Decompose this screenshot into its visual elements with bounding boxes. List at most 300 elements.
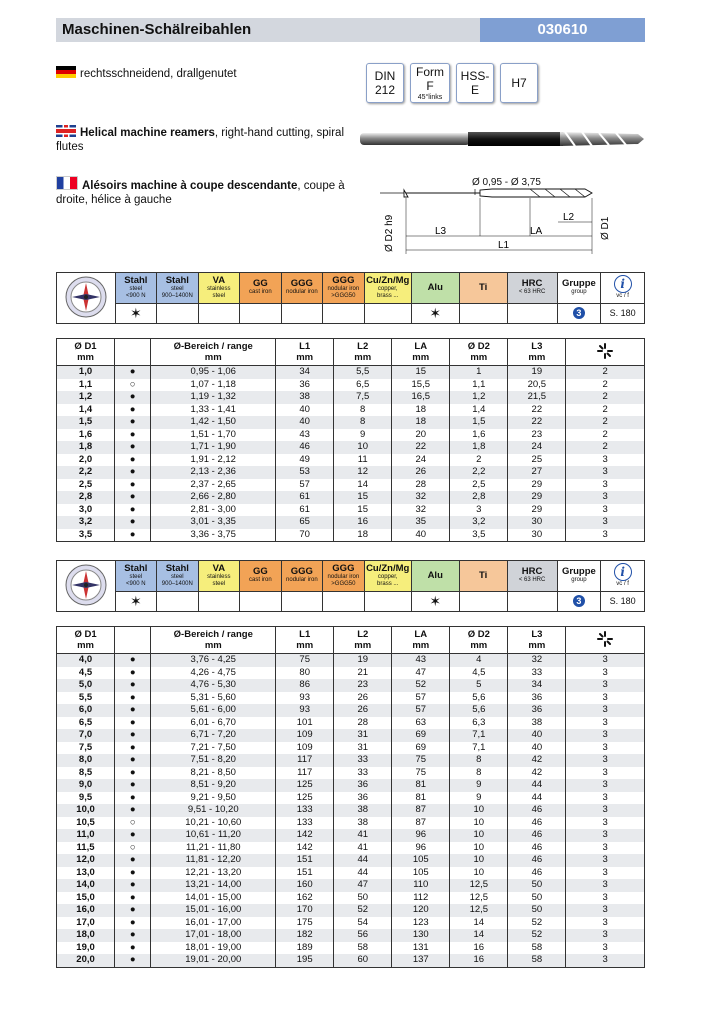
material-header-row bbox=[57, 273, 645, 304]
table-cell: 19,01 - 20,00 bbox=[151, 954, 276, 967]
table-cell: 38 bbox=[334, 804, 392, 817]
table-cell: 151 bbox=[276, 854, 334, 867]
table-cell: 5,6 bbox=[450, 704, 508, 717]
table-cell: 3 bbox=[566, 842, 645, 855]
table-cell: 3 bbox=[566, 779, 645, 792]
table-cell: 137 bbox=[392, 954, 450, 967]
table-cell: 36 bbox=[334, 779, 392, 792]
table-cell: 61 bbox=[276, 504, 334, 517]
table-cell: 2 bbox=[566, 391, 645, 404]
table-cell: 46 bbox=[508, 829, 566, 842]
availability-mark: ● bbox=[115, 441, 151, 454]
material-mark-row bbox=[57, 303, 645, 323]
availability-mark: ● bbox=[115, 829, 151, 842]
material-mark-0: ✶ bbox=[115, 591, 157, 611]
table-cell: 52 bbox=[392, 679, 450, 692]
table-cell: 8,0 bbox=[57, 754, 115, 767]
material-mark-9 bbox=[507, 303, 557, 323]
table-cell: 13,21 - 14,00 bbox=[151, 879, 276, 892]
table-cell: 18,0 bbox=[57, 929, 115, 942]
material-header-row bbox=[57, 561, 645, 592]
page-title: Maschinen-Schälreibahlen bbox=[62, 21, 252, 38]
availability-mark: ● bbox=[115, 729, 151, 742]
column-header-2: Ø-Bereich / range mm bbox=[151, 339, 276, 366]
table-cell: 13,0 bbox=[57, 867, 115, 880]
table-row bbox=[57, 491, 645, 504]
table-cell: 50 bbox=[508, 879, 566, 892]
table-cell: 32 bbox=[392, 491, 450, 504]
table-cell: 142 bbox=[276, 842, 334, 855]
availability-mark: ● bbox=[115, 667, 151, 680]
table-cell: 33 bbox=[508, 667, 566, 680]
availability-mark: ● bbox=[115, 504, 151, 517]
table-cell: 19 bbox=[508, 366, 566, 379]
table-row bbox=[57, 854, 645, 867]
table-cell: 3 bbox=[566, 491, 645, 504]
group-badge: 3 bbox=[573, 307, 585, 319]
table-cell: 25 bbox=[508, 454, 566, 467]
table-cell: 69 bbox=[392, 742, 450, 755]
table-cell: 42 bbox=[508, 767, 566, 780]
table-cell: 7,5 bbox=[334, 391, 392, 404]
table-cell: 14,0 bbox=[57, 879, 115, 892]
table-cell: 23 bbox=[508, 429, 566, 442]
table-row bbox=[57, 904, 645, 917]
table-cell: 133 bbox=[276, 804, 334, 817]
table-cell: 3 bbox=[566, 942, 645, 955]
availability-mark: ● bbox=[115, 742, 151, 755]
material-column-0: Stahl steel <900 N bbox=[115, 273, 157, 304]
table-row bbox=[57, 504, 645, 517]
table-cell: 50 bbox=[334, 892, 392, 905]
table-cell: 1,2 bbox=[450, 391, 508, 404]
table-row bbox=[57, 466, 645, 479]
table-cell: 10 bbox=[450, 817, 508, 830]
table-cell: 12,0 bbox=[57, 854, 115, 867]
table-cell: 120 bbox=[392, 904, 450, 917]
column-header-6: Ø D2 mm bbox=[450, 627, 508, 654]
table-cell: 3 bbox=[566, 817, 645, 830]
table-cell: 2,13 - 2,36 bbox=[151, 466, 276, 479]
table-cell: 2 bbox=[566, 441, 645, 454]
table-cell: 8 bbox=[334, 404, 392, 417]
table-cell: 58 bbox=[508, 954, 566, 967]
table-cell: 9,0 bbox=[57, 779, 115, 792]
table-cell: 29 bbox=[508, 479, 566, 492]
table-cell: 30 bbox=[508, 529, 566, 542]
availability-mark: ● bbox=[115, 929, 151, 942]
table-cell: 4 bbox=[450, 654, 508, 667]
material-column-7: Alu bbox=[411, 273, 459, 304]
table-cell: 40 bbox=[508, 729, 566, 742]
table-cell: 47 bbox=[392, 667, 450, 680]
table-cell: 11,21 - 11,80 bbox=[151, 842, 276, 855]
table-cell: 117 bbox=[276, 767, 334, 780]
column-header-6: Ø D2 mm bbox=[450, 339, 508, 366]
table-row bbox=[57, 804, 645, 817]
description-en: Helical machine reamers, right-hand cutting, spiral flutes bbox=[56, 127, 345, 153]
svg-text:LA: LA bbox=[530, 226, 543, 237]
table-cell: 33 bbox=[334, 754, 392, 767]
column-header-5: LA mm bbox=[392, 627, 450, 654]
table-cell: 15 bbox=[334, 491, 392, 504]
svg-text:L2: L2 bbox=[563, 212, 575, 223]
table-cell: 93 bbox=[276, 692, 334, 705]
material-mark-5 bbox=[323, 591, 365, 611]
table-cell: 20,5 bbox=[508, 379, 566, 392]
availability-mark: ● bbox=[115, 529, 151, 542]
table-row bbox=[57, 379, 645, 392]
table-cell: 24 bbox=[392, 454, 450, 467]
table-cell: 87 bbox=[392, 804, 450, 817]
table-cell: 32 bbox=[392, 504, 450, 517]
table-cell: 23 bbox=[334, 679, 392, 692]
table-cell: 21 bbox=[334, 667, 392, 680]
table-cell: 2 bbox=[566, 429, 645, 442]
material-mark-3 bbox=[240, 303, 282, 323]
badge-din: DIN 212 bbox=[366, 63, 404, 103]
table-cell: 1,1 bbox=[450, 379, 508, 392]
table-cell: 125 bbox=[276, 779, 334, 792]
table-cell: 54 bbox=[334, 917, 392, 930]
material-column-8: Ti bbox=[459, 561, 507, 592]
table-cell: 3 bbox=[566, 754, 645, 767]
table-cell: 96 bbox=[392, 829, 450, 842]
table-cell: 43 bbox=[276, 429, 334, 442]
table-cell: 2 bbox=[566, 404, 645, 417]
table-cell: 1,8 bbox=[450, 441, 508, 454]
table-cell: 1 bbox=[450, 366, 508, 379]
svg-text:Ø D2 h9: Ø D2 h9 bbox=[384, 214, 395, 252]
table-header-row bbox=[57, 627, 645, 654]
table-cell: 14 bbox=[450, 917, 508, 930]
availability-mark: ● bbox=[115, 516, 151, 529]
table-cell: 3 bbox=[566, 654, 645, 667]
table-cell: 3 bbox=[566, 516, 645, 529]
material-mark-6 bbox=[364, 591, 411, 611]
material-column-1: Stahl steel 900–1400N bbox=[157, 273, 199, 304]
table-row bbox=[57, 391, 645, 404]
table-cell: 16,5 bbox=[392, 391, 450, 404]
table-row bbox=[57, 729, 645, 742]
table-cell: 3 bbox=[566, 954, 645, 967]
table-cell: 130 bbox=[392, 929, 450, 942]
reamer-tool-image bbox=[360, 125, 645, 153]
column-header-4: L2 mm bbox=[334, 627, 392, 654]
table-cell: 81 bbox=[392, 779, 450, 792]
availability-mark: ● bbox=[115, 867, 151, 880]
material-column-2: VA stainless steel bbox=[198, 561, 240, 592]
table-row bbox=[57, 692, 645, 705]
availability-mark: ○ bbox=[115, 817, 151, 830]
table-cell: 9 bbox=[334, 429, 392, 442]
table-cell: 2 bbox=[566, 416, 645, 429]
table-cell: 52 bbox=[508, 929, 566, 942]
table-cell: 50 bbox=[508, 892, 566, 905]
info-icon[interactable]: i bbox=[614, 563, 632, 581]
table-cell: 15,01 - 16,00 bbox=[151, 904, 276, 917]
table-cell: 86 bbox=[276, 679, 334, 692]
table-cell: 2,0 bbox=[57, 454, 115, 467]
info-icon[interactable]: i bbox=[614, 275, 632, 293]
table-cell: 1,4 bbox=[57, 404, 115, 417]
table-cell: 12,21 - 13,20 bbox=[151, 867, 276, 880]
table-row bbox=[57, 892, 645, 905]
table-cell: 96 bbox=[392, 842, 450, 855]
table-cell: 57 bbox=[276, 479, 334, 492]
table-cell: 109 bbox=[276, 729, 334, 742]
availability-mark: ● bbox=[115, 767, 151, 780]
table-cell: 2,2 bbox=[57, 466, 115, 479]
table-cell: 16 bbox=[334, 516, 392, 529]
table-cell: 40 bbox=[508, 742, 566, 755]
material-column-3: GG cast iron bbox=[240, 561, 282, 592]
table-cell: 12,5 bbox=[450, 879, 508, 892]
table-cell: 38 bbox=[508, 717, 566, 730]
table-row bbox=[57, 441, 645, 454]
table-cell: 9,51 - 10,20 bbox=[151, 804, 276, 817]
table-cell: 35 bbox=[392, 516, 450, 529]
availability-mark: ● bbox=[115, 804, 151, 817]
table-cell: 3,0 bbox=[57, 504, 115, 517]
german-flag-icon bbox=[56, 66, 76, 78]
table-cell: 2,5 bbox=[450, 479, 508, 492]
table-cell: 1,6 bbox=[450, 429, 508, 442]
column-header-1 bbox=[115, 339, 151, 366]
table-cell: 20,0 bbox=[57, 954, 115, 967]
table-cell: 5,6 bbox=[450, 692, 508, 705]
table-row bbox=[57, 516, 645, 529]
availability-mark: ● bbox=[115, 717, 151, 730]
table-cell: 1,4 bbox=[450, 404, 508, 417]
table-cell: 6,5 bbox=[334, 379, 392, 392]
table-cell: 170 bbox=[276, 904, 334, 917]
dimension-table-1 bbox=[56, 338, 645, 542]
table-row bbox=[57, 867, 645, 880]
column-header-3: L1 mm bbox=[276, 339, 334, 366]
table-cell: 5,5 bbox=[334, 366, 392, 379]
table-cell: 3,36 - 3,75 bbox=[151, 529, 276, 542]
table-cell: 3,76 - 4,25 bbox=[151, 654, 276, 667]
table-cell: 3 bbox=[566, 692, 645, 705]
table-cell: 3,2 bbox=[57, 516, 115, 529]
table-cell: 3 bbox=[566, 667, 645, 680]
column-header-8 bbox=[566, 339, 645, 366]
table-cell: 2 bbox=[566, 366, 645, 379]
material-mark-3 bbox=[240, 591, 282, 611]
table-cell: 47 bbox=[334, 879, 392, 892]
table-cell: 81 bbox=[392, 792, 450, 805]
table-cell: 26 bbox=[334, 704, 392, 717]
table-row bbox=[57, 754, 645, 767]
table-cell: 1,91 - 2,12 bbox=[151, 454, 276, 467]
table-cell: 8,5 bbox=[57, 767, 115, 780]
availability-mark: ● bbox=[115, 404, 151, 417]
table-cell: 42 bbox=[508, 754, 566, 767]
table-cell: 31 bbox=[334, 729, 392, 742]
table-cell: 16 bbox=[450, 954, 508, 967]
compass-logo bbox=[57, 273, 116, 324]
table-cell: 3 bbox=[566, 892, 645, 905]
table-cell: 7,21 - 7,50 bbox=[151, 742, 276, 755]
table-cell: 19,0 bbox=[57, 942, 115, 955]
table-row bbox=[57, 366, 645, 379]
badge-form: Form F 45°links bbox=[410, 63, 450, 103]
table-cell: 12,5 bbox=[450, 904, 508, 917]
table-cell: 105 bbox=[392, 854, 450, 867]
flutes-icon bbox=[596, 342, 614, 360]
french-flag-icon bbox=[56, 176, 78, 190]
table-cell: 33 bbox=[334, 767, 392, 780]
table-cell: 17,0 bbox=[57, 917, 115, 930]
compass-icon bbox=[64, 563, 108, 607]
table-cell: 160 bbox=[276, 879, 334, 892]
table-cell: 109 bbox=[276, 742, 334, 755]
table-cell: 8 bbox=[334, 416, 392, 429]
table-cell: 4,5 bbox=[450, 667, 508, 680]
availability-mark: ● bbox=[115, 792, 151, 805]
table-cell: 63 bbox=[392, 717, 450, 730]
table-row bbox=[57, 679, 645, 692]
table-cell: 4,26 - 4,75 bbox=[151, 667, 276, 680]
table-cell: 3 bbox=[566, 504, 645, 517]
table-cell: 6,5 bbox=[57, 717, 115, 730]
table-row bbox=[57, 454, 645, 467]
availability-mark: ● bbox=[115, 904, 151, 917]
material-mark-2 bbox=[198, 303, 240, 323]
table-cell: 10 bbox=[450, 804, 508, 817]
table-cell: 6,71 - 7,20 bbox=[151, 729, 276, 742]
table-cell: 22 bbox=[508, 416, 566, 429]
table-cell: 15 bbox=[392, 366, 450, 379]
table-cell: 56 bbox=[334, 929, 392, 942]
table-cell: 7,5 bbox=[57, 742, 115, 755]
table-cell: 3 bbox=[566, 917, 645, 930]
material-column-2: VA stainless steel bbox=[198, 273, 240, 304]
table-cell: 26 bbox=[392, 466, 450, 479]
material-mark-1 bbox=[157, 591, 199, 611]
table-row bbox=[57, 817, 645, 830]
table-cell: 75 bbox=[392, 767, 450, 780]
table-cell: 105 bbox=[392, 867, 450, 880]
table-cell: 11,81 - 12,20 bbox=[151, 854, 276, 867]
table-cell: 10 bbox=[450, 842, 508, 855]
compass-icon bbox=[64, 275, 108, 319]
material-column-11: i vc / f bbox=[601, 273, 645, 304]
availability-mark: ● bbox=[115, 779, 151, 792]
table-cell: 29 bbox=[508, 504, 566, 517]
table-cell: 11 bbox=[334, 454, 392, 467]
table-cell: 9,5 bbox=[57, 792, 115, 805]
material-column-0: Stahl steel <900 N bbox=[115, 561, 157, 592]
table-row bbox=[57, 742, 645, 755]
material-mark-11: S. 180 bbox=[601, 303, 645, 323]
table-cell: 10 bbox=[450, 867, 508, 880]
table-cell: 3 bbox=[566, 854, 645, 867]
table-cell: 195 bbox=[276, 954, 334, 967]
table-cell: 10 bbox=[450, 829, 508, 842]
table-cell: 53 bbox=[276, 466, 334, 479]
column-header-0: Ø D1 mm bbox=[57, 339, 115, 366]
table-cell: 1,8 bbox=[57, 441, 115, 454]
table-cell: 34 bbox=[508, 679, 566, 692]
table-cell: 10,21 - 10,60 bbox=[151, 817, 276, 830]
table-cell: 3,5 bbox=[57, 529, 115, 542]
table-cell: 44 bbox=[508, 779, 566, 792]
table-cell: 9 bbox=[450, 779, 508, 792]
table-cell: 189 bbox=[276, 942, 334, 955]
table-cell: 46 bbox=[508, 842, 566, 855]
availability-mark: ● bbox=[115, 391, 151, 404]
table-cell: 21,5 bbox=[508, 391, 566, 404]
table-cell: 31 bbox=[334, 742, 392, 755]
table-cell: 11,0 bbox=[57, 829, 115, 842]
table-cell: 123 bbox=[392, 917, 450, 930]
table-cell: 18 bbox=[392, 416, 450, 429]
table-cell: 22 bbox=[392, 441, 450, 454]
material-mark-11: S. 180 bbox=[601, 591, 645, 611]
table-cell: 57 bbox=[392, 704, 450, 717]
table-cell: 70 bbox=[276, 529, 334, 542]
table-cell: 6,3 bbox=[450, 717, 508, 730]
table-cell: 7,1 bbox=[450, 742, 508, 755]
table-cell: 29 bbox=[508, 491, 566, 504]
column-header-5: LA mm bbox=[392, 339, 450, 366]
availability-mark: ● bbox=[115, 942, 151, 955]
table-cell: 5,5 bbox=[57, 692, 115, 705]
material-column-9: HRC < 63 HRC bbox=[507, 273, 557, 304]
table-cell: 7,1 bbox=[450, 729, 508, 742]
availability-mark: ○ bbox=[115, 842, 151, 855]
material-table-2 bbox=[56, 560, 645, 612]
table-cell: 5,61 - 6,00 bbox=[151, 704, 276, 717]
table-cell: 11,5 bbox=[57, 842, 115, 855]
table-header-row bbox=[57, 339, 645, 366]
table-row bbox=[57, 767, 645, 780]
table-cell: 10,61 - 11,20 bbox=[151, 829, 276, 842]
table-cell: 3 bbox=[566, 767, 645, 780]
table-cell: 8 bbox=[450, 767, 508, 780]
table-cell: 2,8 bbox=[57, 491, 115, 504]
material-column-7: Alu bbox=[411, 561, 459, 592]
table-cell: 101 bbox=[276, 717, 334, 730]
table-cell: 75 bbox=[276, 654, 334, 667]
material-mark-5 bbox=[323, 303, 365, 323]
table-cell: 12,5 bbox=[450, 892, 508, 905]
material-mark-10 bbox=[557, 303, 601, 323]
availability-mark: ● bbox=[115, 954, 151, 967]
table-cell: 43 bbox=[392, 654, 450, 667]
table-cell: 18 bbox=[334, 529, 392, 542]
table-cell: 1,42 - 1,50 bbox=[151, 416, 276, 429]
availability-mark: ● bbox=[115, 892, 151, 905]
column-header-0: Ø D1 mm bbox=[57, 627, 115, 654]
table-cell: 10 bbox=[334, 441, 392, 454]
table-cell: 4,0 bbox=[57, 654, 115, 667]
table-cell: 3 bbox=[566, 792, 645, 805]
table-cell: 1,07 - 1,18 bbox=[151, 379, 276, 392]
table-cell: 19 bbox=[334, 654, 392, 667]
table-cell: 1,5 bbox=[57, 416, 115, 429]
table-cell: 8,21 - 8,50 bbox=[151, 767, 276, 780]
diagram-range-label: Ø 0,95 - Ø 3,75 bbox=[472, 177, 541, 188]
table-cell: 40 bbox=[276, 404, 334, 417]
table-cell: 2,66 - 2,80 bbox=[151, 491, 276, 504]
table-cell: 3 bbox=[450, 504, 508, 517]
table-cell: 7,0 bbox=[57, 729, 115, 742]
table-cell: 46 bbox=[508, 804, 566, 817]
material-mark-4 bbox=[281, 591, 323, 611]
